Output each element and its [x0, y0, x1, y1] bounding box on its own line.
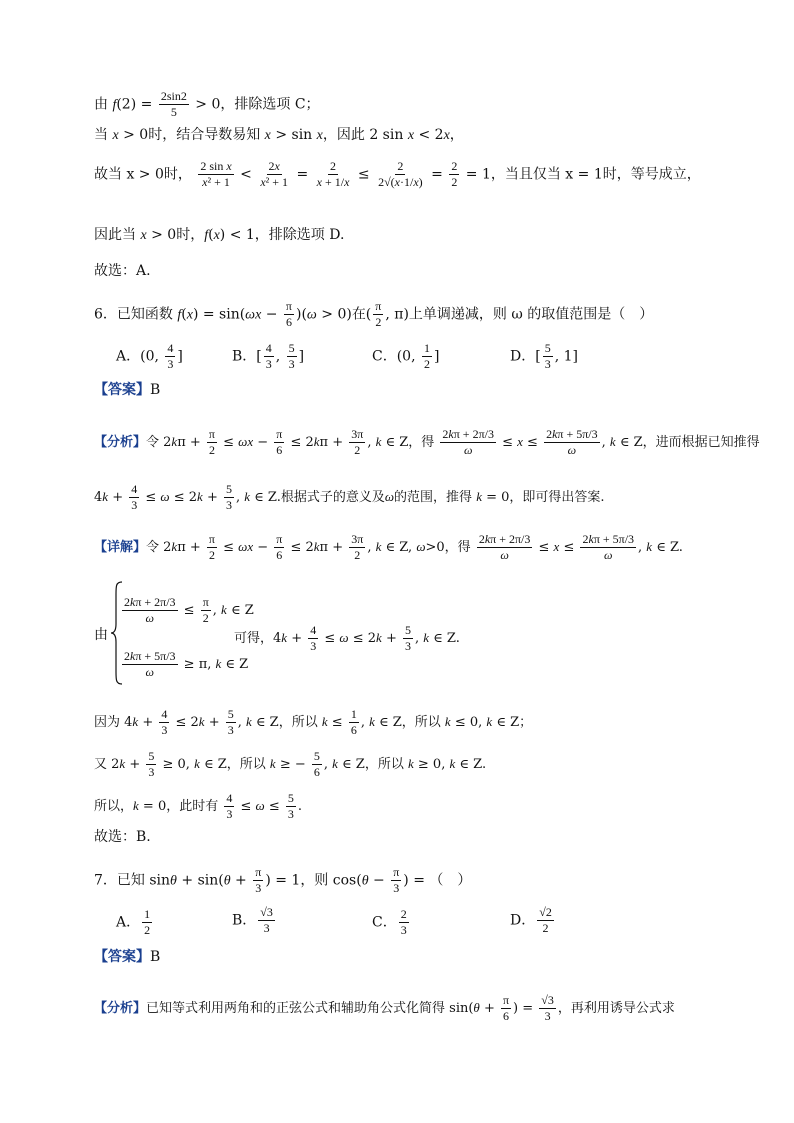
option-c: C． $\frac{2}{3}$ [372, 907, 407, 938]
detail-6-line4: 又 2k + $\frac{5}{3}$ ≥ 0, k ∈ Z，所以 k ≥ − $\frac{5}{6}$ , k ∈ Z，所以 k ≥ 0, k ∈ Z. [94, 749, 487, 780]
system-eq-1: $\frac{2k\pi + 2\pi/3}{\omega}$ ≤ $\frac{\pi}{2}$ , k ∈ Z [124, 595, 254, 626]
analysis-6-line1: 【分析】令 2kπ + $\frac{\pi}{2}$ ≤ ωx − $\frac{\pi}{6}$ ≤ 2kπ + $\frac{3\pi}{2}$ , k ∈ Z，得 $\frac{2k\pi + 2\pi/3}{\omega}$ ≤ x ≤ $\frac{2k\pi + 5\pi/3}{\omega}$ , k ∈ Z，进而根据已知推得 [94, 427, 760, 458]
text-line: 故当 x > 0时， $\frac{\text{2 sin x}}{\text{x² + 1}}$ < $\frac{2x}{\text{x² + 1}}$ = $\frac{2}{x + 1/x}$ ≤ $\frac{2}{2√(x\cdot 1/x)}$ = $\frac{2}{2}$ = 1，当且仅当 x = 1时，等号成立， [94, 159, 701, 190]
option-b: B． $\frac{√3}{3}$ [232, 905, 273, 936]
text-line: 故选：A. [94, 263, 151, 279]
analysis-7: 【分析】已知等式利用两角和的正弦公式和辅助角公式化简得 sin(θ + $\frac{\pi}{6}$ ) = $\frac{√3}{3}$ ，再利用诱导公式求 [94, 993, 675, 1024]
option-d: D．[ $\frac{5}{3}$ , 1] [510, 341, 578, 372]
option-a: A． $\frac{1}{2}$ [116, 907, 151, 938]
system-prefix: 由 [94, 627, 108, 643]
answer-7: 【答案】B [94, 949, 161, 965]
text-line: 当 x > 0时，结合导数易知 x > sin x，因此 2 sin x < 2x， [94, 127, 464, 143]
text-line: 由 f(2) = $\frac{2\sin 2}{5}$ > 0，排除选项 C； [94, 89, 320, 120]
question-6: 6．已知函数 f(x) = sin(ωx − $\frac{\pi}{6}$ )(ω > 0)在( $\frac{\pi}{2}$ , π)上单调递减，则 ω 的取值范围是（ ） [94, 299, 654, 330]
answer-6: 【答案】B [94, 382, 161, 398]
option-c: C．(0, $\frac{1}{2}$ ] [372, 341, 440, 372]
system-eq-2: $\frac{2k\pi + 5\pi/3}{\omega}$ ≥ π, k ∈ Z [124, 649, 249, 680]
analysis-6-line2: 4k + $\frac{4}{3}$ ≤ ω ≤ 2k + $\frac{5}{3}$ , k ∈ Z.根据式子的意义及ω的范围，推得 k = 0，即可得出答案. [94, 482, 605, 513]
detail-6-line1: 【详解】令 2kπ + $\frac{\pi}{2}$ ≤ ωx − $\frac{\pi}{6}$ ≤ 2kπ + $\frac{3\pi}{2}$ , k ∈ Z, ω>0，得 $\frac{2k\pi + 2\pi/3}{\omega}$ ≤ x ≤ $\frac{2k\pi + 5\pi/3}{\omega}$ , k ∈ Z. [94, 532, 683, 563]
option-d: D． $\frac{√2}{2}$ [510, 905, 552, 936]
system-result: 可得，4k + $\frac{4}{3}$ ≤ ω ≤ 2k + $\frac{5}{3}$ , k ∈ Z. [234, 623, 460, 654]
detail-6-line6: 故选：B. [94, 829, 151, 845]
detail-6-line5: 所以，k = 0，此时有 $\frac{4}{3}$ ≤ ω ≤ $\frac{5}{3}$ . [94, 791, 303, 822]
question-7: 7．已知 sinθ + sin(θ + $\frac{\pi}{3}$ ) = 1，则 cos(θ − $\frac{\pi}{3}$ ) = （ ） [94, 865, 472, 896]
option-b: B．[ $\frac{4}{3}$ , $\frac{5}{3}$ ] [232, 341, 305, 372]
text-line: 因此当 x > 0时，f(x) < 1，排除选项 D. [94, 227, 345, 243]
detail-6-line3: 因为 4k + $\frac{4}{3}$ ≤ 2k + $\frac{5}{3}$ , k ∈ Z，所以 k ≤ $\frac{1}{6}$ , k ∈ Z，所以 k ≤ 0, k ∈ Z； [94, 707, 533, 738]
option-a: A．(0, $\frac{4}{3}$ ] [116, 341, 183, 372]
